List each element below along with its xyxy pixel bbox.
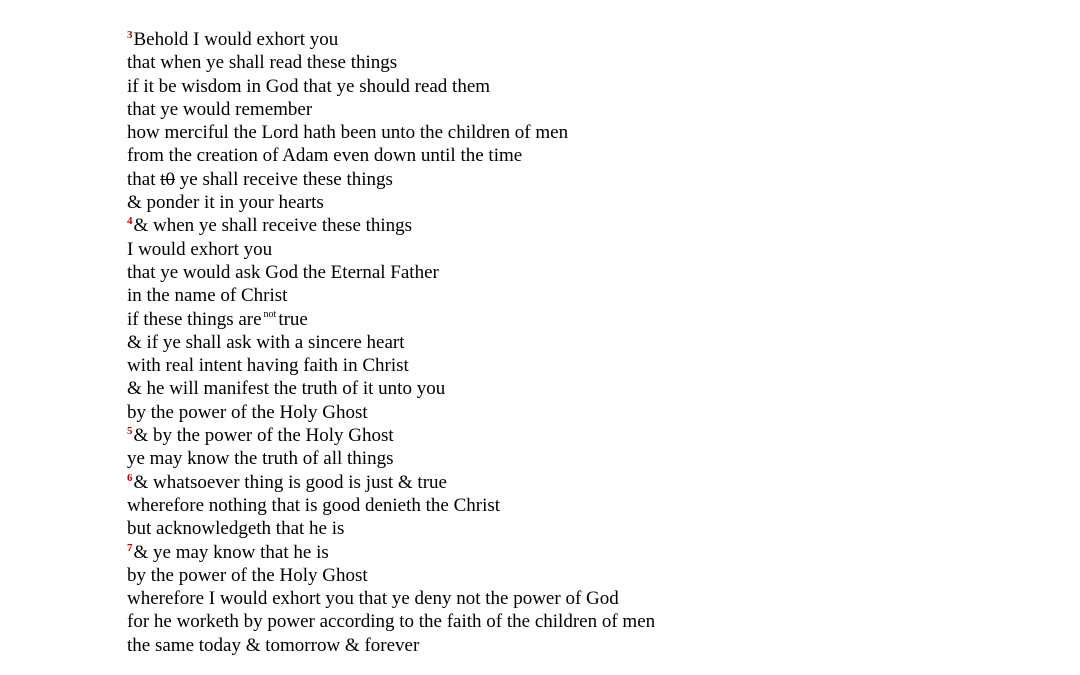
text-line xyxy=(127,447,655,470)
text-line xyxy=(127,541,655,564)
text-line xyxy=(127,98,655,121)
line-text: if it be wisdom in God that ye should read them xyxy=(127,75,491,97)
line-text: I would exhort you xyxy=(127,238,273,260)
text-line xyxy=(127,51,655,74)
text-line xyxy=(127,424,655,447)
text-line xyxy=(127,494,655,517)
line-text: & whatsoever thing is good is just & true xyxy=(133,471,447,493)
line-text: with real intent having faith in Christ xyxy=(127,355,409,377)
line-text: that ye would ask God the Eternal Father xyxy=(127,261,439,283)
line-text: & ponder it in your hearts xyxy=(127,192,324,214)
text-line xyxy=(127,261,655,284)
line-text: & ye may know that he is xyxy=(133,541,329,563)
text-line xyxy=(127,308,655,331)
line-text: by the power of the Holy Ghost xyxy=(127,401,368,423)
line-text: that xyxy=(127,168,161,190)
text-line xyxy=(127,75,655,98)
inserted-word: not xyxy=(263,308,277,320)
line-text: the same today & tomorrow & forever xyxy=(127,634,420,656)
verse-number: 3 xyxy=(127,29,133,41)
text-line xyxy=(127,634,655,657)
text-line xyxy=(127,471,655,494)
line-text: wherefore nothing that is good denieth the Christ xyxy=(127,494,501,516)
line-text: Behold I would exhort you xyxy=(133,29,339,50)
line-text: & by the power of the Holy Ghost xyxy=(133,425,394,447)
text-line xyxy=(127,191,655,214)
line-text: by the power of the Holy Ghost xyxy=(127,564,368,586)
text-line xyxy=(127,214,655,237)
line-text: ye may know the truth of all things xyxy=(127,448,394,470)
line-text: ye shall receive these things xyxy=(175,168,393,190)
line-text: that ye would remember xyxy=(127,98,313,120)
line-text: but acknowledgeth that he is xyxy=(127,518,345,540)
text-line xyxy=(127,168,655,191)
struck-text: t0 xyxy=(160,168,176,190)
verse-text-block xyxy=(127,28,655,657)
verse-number: 7 xyxy=(127,541,133,554)
line-text: & if ye shall ask with a sincere heart xyxy=(127,331,405,353)
line-text: & he will manifest the truth of it unto you xyxy=(127,378,446,400)
text-line xyxy=(127,284,655,307)
text-line xyxy=(127,587,655,610)
text-line xyxy=(127,564,655,587)
text-line xyxy=(127,610,655,633)
line-text: that when ye shall read these things xyxy=(127,52,398,74)
line-text: for he worketh by power according to the faith of the children of men xyxy=(127,611,656,633)
text-line xyxy=(127,354,655,377)
line-text: & when ye shall receive these things xyxy=(133,215,413,237)
text-line xyxy=(127,331,655,354)
text-line xyxy=(127,377,655,400)
line-text: if these things are xyxy=(127,308,262,330)
text-line xyxy=(127,401,655,424)
text-line xyxy=(127,144,655,167)
line-text: true xyxy=(278,308,308,330)
text-line xyxy=(127,121,655,144)
verse-number: 5 xyxy=(127,425,133,438)
line-text: in the name of Christ xyxy=(127,285,288,307)
text-line xyxy=(127,28,655,51)
text-line xyxy=(127,238,655,261)
line-text: wherefore I would exhort you that ye deny not the power of God xyxy=(127,588,619,610)
verse-number: 4 xyxy=(127,215,133,228)
verse-number: 6 xyxy=(127,471,133,484)
text-line xyxy=(127,517,655,540)
line-text: how merciful the Lord hath been unto the children of men xyxy=(127,122,569,144)
line-text: from the creation of Adam even down until the time xyxy=(127,145,523,167)
